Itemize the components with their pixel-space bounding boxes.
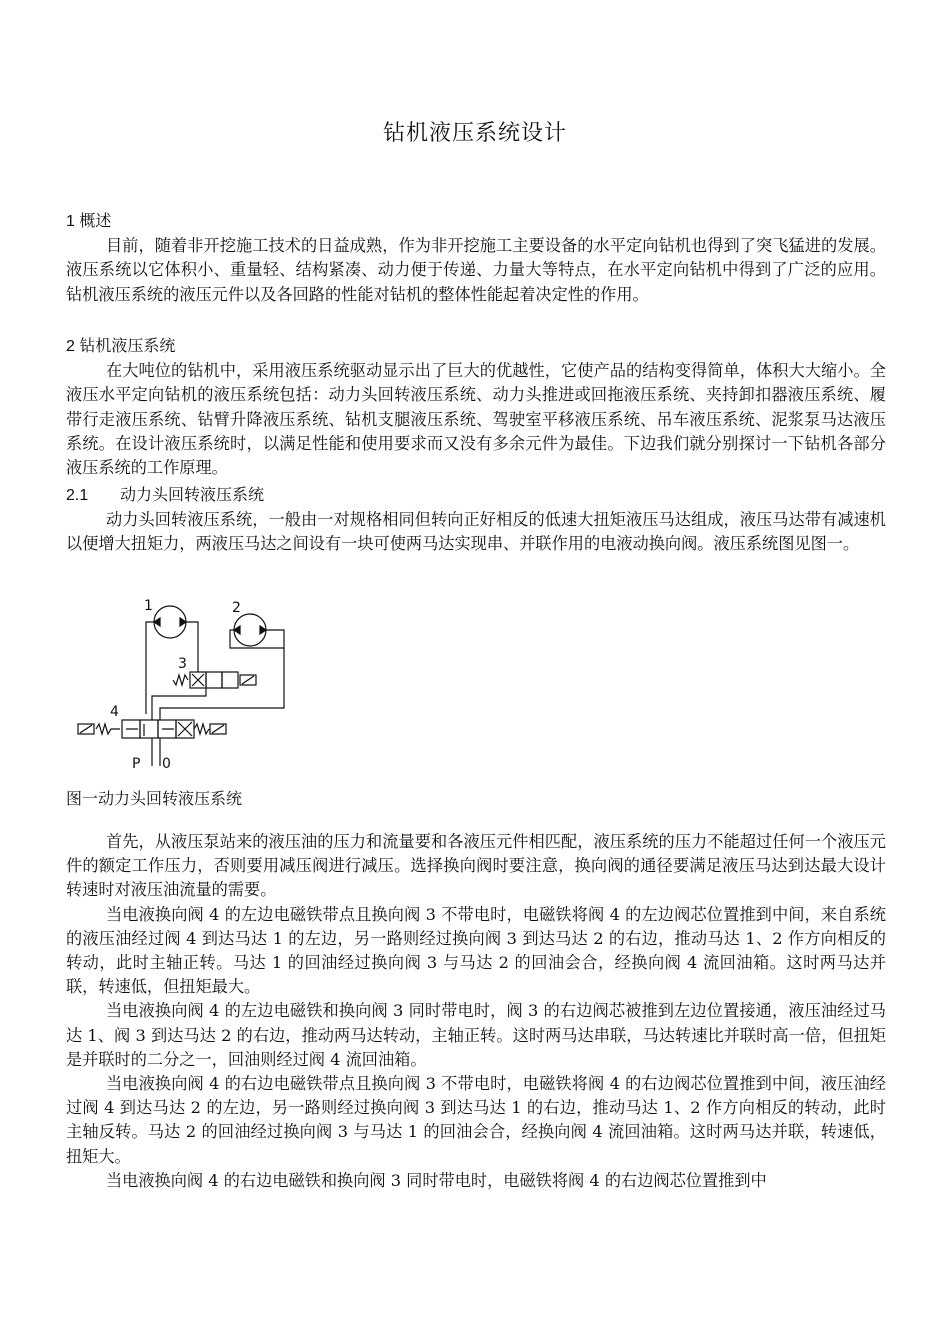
body-continued [66, 830, 886, 1193]
valve-4-cross [178, 722, 192, 736]
label-motor-1: 1 [144, 598, 153, 614]
valve-3-cross [192, 674, 204, 686]
valve-3-spring [173, 675, 188, 685]
valve-3-solenoid-mark [242, 676, 254, 684]
motor-1-arrow-right [180, 618, 186, 626]
body-paragraph: 当电液换向阀 4 的右边电磁铁带点且换向阀 3 不带电时，电磁铁将阀 4 的右边阀芯位置推到中间，液压油经过阀 4 到达马达 2 的左边，另一路则经过换向阀 3 到达马达 1 的右边，推动马达 1、2 作方向相反的转动，此时主轴反转。马达 2 的回油经过换向阀 3 与马达 1 的回油会合，经换向阀 4 流回油箱。这时两马达并联，转速低，扭矩大。 [66, 1074, 886, 1166]
section-2 [66, 335, 886, 480]
section-1-heading: 1 概述 [66, 213, 112, 230]
document-title: 钻机液压系统设计 [382, 121, 567, 146]
section-1-paragraph: 目前，随着非开挖施工技术的日益成熟，作为非开挖施工主要设备的水平定向钻机也得到了突飞猛进的发展。液压系统以它体积小、重量轻、结构紧凑、动力便于传递、力量大等特点，在水平定向钻机中得到了广泛的应用。钻机液压系统的液压元件以及各回路的性能对钻机的整体性能起着决定性的作用。 [66, 236, 886, 304]
body-paragraph: 当电液换向阀 4 的右边电磁铁和换向阀 3 同时带电时，电磁铁将阀 4 的右边阀芯位置推到中 [106, 1170, 767, 1190]
body-paragraph: 当电液换向阀 4 的左边电磁铁和换向阀 3 同时带电时，阀 3 的右边阀芯被推到左边位置接通，液压油经过马达 1、阀 3 到达马达 2 的右边，推动两马达转动，主轴正转。这时两马达串联，马达转速比并联时高一倍，但扭矩是并联时的二分之一，回油则经过阀 4 流回油箱。 [66, 1001, 886, 1069]
valve-4-box-2 [140, 720, 158, 738]
label-p: P [132, 756, 141, 772]
pipe-motor1-right [186, 622, 198, 672]
body-paragraph: 当电液换向阀 4 的左边电磁铁带点且换向阀 3 不带电时，电磁铁将阀 4 的左边阀芯位置推到中间，来自系统的液压油经过阀 4 到达马达 1 的左边，另一路则经过换向阀 3 到达马达 2 的右边，推动马达 1、2 作方向相反的转动，此时主轴正转。马达 1 的回油经过换向阀 3 与马达 2 的回油会合，经换向阀 4 流回油箱。这时两马达并联，转速低，但扭矩最大。 [66, 904, 886, 997]
section-2-1 [66, 484, 886, 557]
section-2-1-title: 动力头回转液压系统 [120, 487, 265, 504]
label-valve-3: 3 [178, 656, 187, 672]
valve-4-right-solenoid-mark [212, 725, 224, 733]
hydraulic-schematic [70, 596, 310, 776]
valve-4-left-spring [96, 724, 120, 734]
valve-3-box-2 [206, 672, 222, 688]
valve-3-box-3 [222, 672, 238, 688]
section-2-1-paragraph: 动力头回转液压系统，一般由一对规格相同但转向正好相反的低速大扭矩液压马达组成，液压马达带有减速机以便增大扭矩力，两液压马达之间设有一块可使两马达实现串、并联作用的电液动换向阀。液压系统图见图一。 [66, 510, 886, 554]
section-2-1-number: 2.1 [66, 487, 89, 504]
valve-4-left-solenoid-mark [80, 725, 92, 733]
label-o: 0 [162, 756, 171, 772]
motor-2-arrow-left [234, 626, 240, 634]
label-valve-4: 4 [110, 704, 119, 720]
figure-caption: 图一动力头回转液压系统 [66, 789, 243, 808]
section-1 [66, 210, 886, 307]
label-motor-2: 2 [232, 600, 241, 616]
motor-1-arrow-left [154, 618, 160, 626]
section-2-heading: 2 钻机液压系统 [66, 338, 176, 355]
valve-4-arrows [126, 724, 174, 736]
section-2-1-heading [66, 484, 886, 508]
pipe-motor1-left [146, 622, 154, 714]
section-2-paragraph: 在大吨位的钻机中，采用液压系统驱动显示出了巨大的优越性，它使产品的结构变得简单，体积大大缩小。全液压水平定向钻机的液压系统包括：动力头回转液压系统、动力头推进或回拖液压系统、夹持卸扣器液压系统、履带行走液压系统、钻臂升降液压系统、钻机支腿液压系统、驾驶室平移液压系统、吊车液压系统、泥浆泵马达液压系统。在设计液压系统时，以满足性能和使用要求而又没有多余元件为最佳。下边我们就分别探讨一下钻机各部分液压系统的工作原理。 [66, 361, 886, 478]
body-paragraph: 首先，从液压泵站来的液压油的压力和流量要和各液压元件相匹配，液压系统的压力不能超过任何一个液压元件的额定工作压力，否则要用减压阀进行减压。选择换向阀时要注意，换向阀的通径要满足液压马达到达最大设计转速时对液压油流量的需要。 [66, 832, 886, 900]
valve-4-right-spring [194, 724, 209, 734]
motor-2-arrow-right [260, 626, 266, 634]
